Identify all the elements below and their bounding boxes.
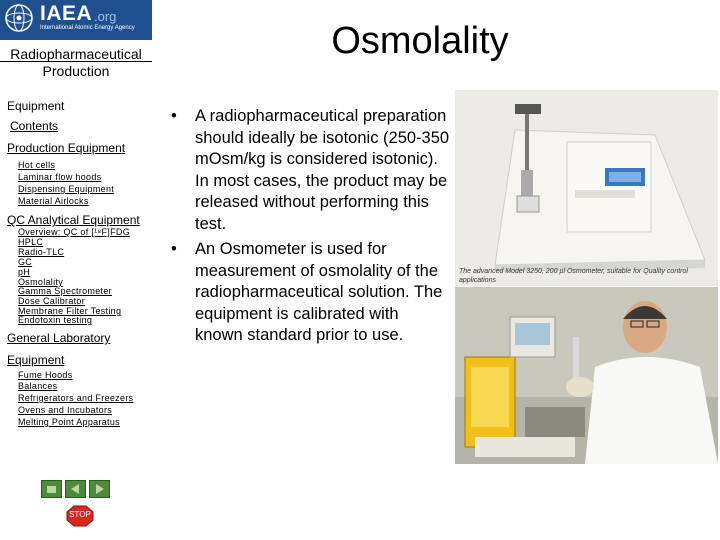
home-button[interactable] — [41, 480, 62, 498]
bullet-marker: • — [171, 240, 177, 258]
arrow-right-icon — [90, 481, 109, 497]
arrow-left-icon — [66, 481, 85, 497]
sidebar-item-endotoxin-testing[interactable]: Endotoxin testing — [18, 315, 93, 325]
equipment-heading: Equipment — [7, 99, 65, 113]
general-laboratory-link[interactable]: General Laboratory — [7, 331, 111, 345]
sidebar-item-ovens-incubators[interactable]: Ovens and Incubators — [18, 405, 113, 415]
sidebar-item-refrigerators-freezers[interactable]: Refrigerators and Freezers — [18, 393, 134, 403]
sidebar-item-osmolality[interactable]: Osmolality — [18, 277, 64, 287]
general-laboratory-equipment-link[interactable]: Equipment — [7, 353, 65, 367]
qc-analytical-equipment-link[interactable]: QC Analytical Equipment — [7, 213, 140, 227]
sidebar-divider — [0, 61, 152, 62]
sidebar-item-laminar-flow-hoods[interactable]: Laminar flow hoods — [18, 172, 102, 182]
slide-title: Osmolality — [331, 20, 509, 62]
sidebar-item-membrane-filter-testing[interactable]: Membrane Filter Testing — [18, 306, 122, 316]
atom-globe-icon — [4, 3, 34, 33]
sidebar-item-gamma-spectrometer[interactable]: Gamma Spectrometer — [18, 286, 112, 296]
bullet-text: An Osmometer is used for measurement of osmolality of the radiopharmaceutical solution. The equipment is calibrated with known standard prior to use. — [195, 240, 443, 344]
sidebar — [0, 0, 160, 540]
bullet-list — [165, 106, 450, 351]
lab-scientist-photo — [455, 287, 718, 464]
sidebar-item-material-airlocks[interactable]: Material Airlocks — [18, 196, 89, 206]
sidebar-item-qc-overview[interactable]: Overview: QC of [¹⁸F]FDG — [18, 227, 131, 237]
stop-label: STOP — [69, 510, 91, 519]
sidebar-item-fume-hoods[interactable]: Fume Hoods — [18, 370, 73, 380]
sidebar-item-radio-tlc[interactable]: Radio-TLC — [18, 247, 65, 257]
lab-scene-illustration — [455, 287, 718, 464]
bullet-marker: • — [171, 107, 177, 125]
sidebar-item-balances[interactable]: Balances — [18, 381, 58, 391]
sidebar-item-hplc[interactable]: HPLC — [18, 237, 44, 247]
sidebar-item-melting-point-apparatus[interactable]: Melting Point Apparatus — [18, 417, 120, 427]
sidebar-item-dispensing-equipment[interactable]: Dispensing Equipment — [18, 184, 115, 194]
previous-button[interactable] — [65, 480, 86, 498]
photo-caption: The advanced Model 3250, 200 µl Osmometer, suitable for Quality control applications — [459, 268, 688, 284]
sidebar-item-gc[interactable]: GC — [18, 257, 33, 267]
sidebar-title: Radiopharmaceutical Production — [10, 46, 142, 79]
sidebar-item-ph[interactable]: pH — [18, 267, 31, 277]
sidebar-item-hot-cells[interactable]: Hot cells — [18, 160, 56, 170]
iaea-logo[interactable] — [0, 0, 152, 40]
home-icon — [42, 481, 61, 497]
sidebar-item-dose-calibrator[interactable]: Dose Calibrator — [18, 296, 86, 306]
osmometer-photo — [455, 90, 718, 286]
stop-button[interactable] — [66, 505, 94, 527]
osmometer-illustration — [455, 90, 718, 286]
bullet-text: A radiopharmaceutical preparation should ideally be isotonic (250-350 mOsm/kg is considered isotonic). In most cases, the product may be released without performing this test. — [195, 107, 450, 233]
logo-org: .org — [94, 9, 117, 24]
logo-subtitle: International Atomic Energy Agency — [40, 25, 135, 31]
bullet-item — [165, 239, 450, 347]
bullet-item — [165, 106, 450, 235]
next-button[interactable] — [89, 480, 110, 498]
production-equipment-link[interactable]: Production Equipment — [7, 141, 126, 155]
logo-name: IAEA — [40, 2, 93, 25]
contents-link[interactable]: Contents — [10, 119, 59, 133]
